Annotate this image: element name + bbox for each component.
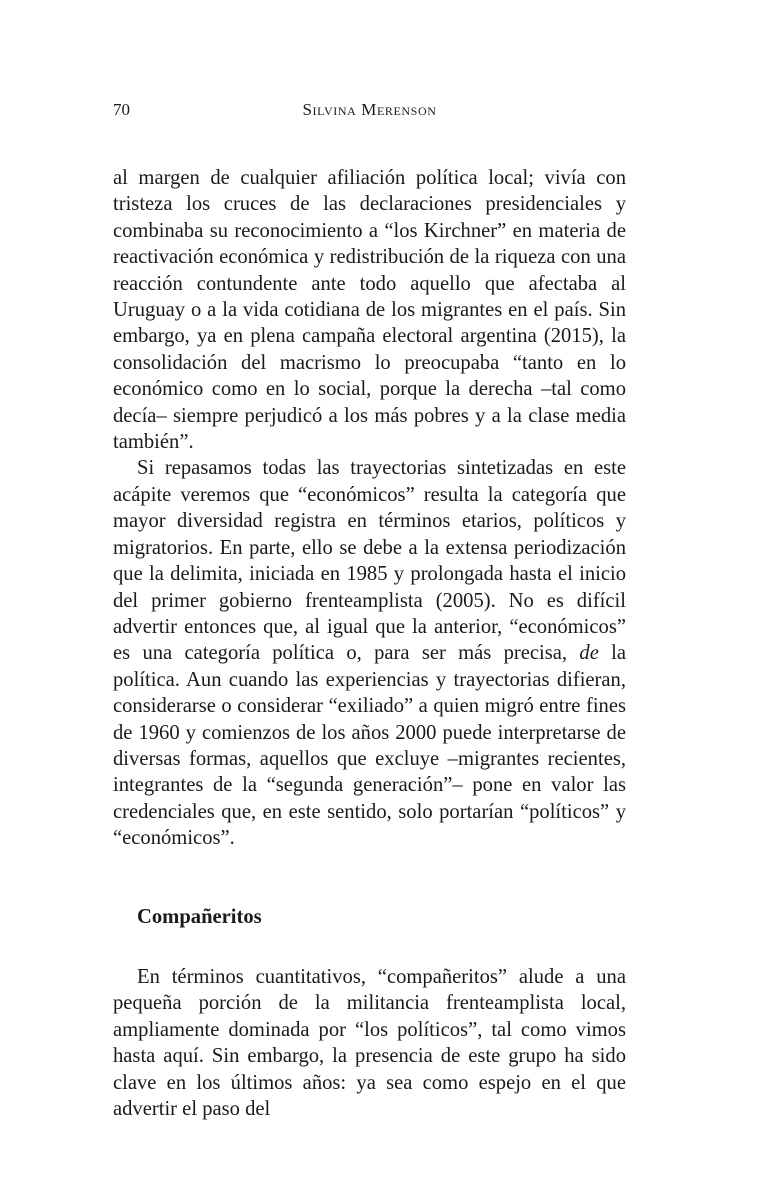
paragraph-3: En términos cuantitativos, “compañeritos” alude a una pequeña porción de la militancia frenteamplista local, ampliamente dominada por “los políticos”, tal como vimos hasta aquí. Sin embargo, la presencia de este grupo ha sido clave en los últimos años: ya sea como espejo en el que advertir el paso del: [113, 965, 626, 1120]
body-text: [113, 165, 626, 1122]
spacer: [113, 930, 626, 964]
running-head: [113, 98, 626, 122]
paragraph-2-text-b: la política. Aun cuando las experiencias y trayectorias difieran, considerarse o considerar “exiliado” a quien migró entre fines de 1960 y comienzos de los años 2000 puede interpretarse de diversas formas, aquellos que excluye –migrantes recientes, integrantes de la “segunda generación”– pone en valor las credenciales que, en este sentido, solo portarían “políticos” y “económicos”.: [113, 642, 626, 850]
paragraph-1: al margen de cualquier afiliación política local; vivía con tristeza los cruces de las declaraciones presidenciales y combinaba su reconocimiento a “los Kirchner” en materia de reactivación económica y redistribución de la riqueza con una reacción contundente ante todo aquello que afectaba al Uruguay o a la vida cotidiana de los migrantes en el país. Sin embargo, ya en plena campaña electoral argentina (2015), la consolidación del macrismo lo preocupaba “tanto en lo económico como en lo social, porque la derecha –tal como decía– siempre perjudicó a los más pobres y a la clase media también”.: [113, 167, 626, 454]
running-title: Silvina Merenson: [302, 100, 437, 119]
paragraph-2-emphasis: de: [579, 642, 599, 665]
spacer: [113, 852, 626, 904]
section-heading: Compañeritos: [137, 905, 262, 928]
page-number: 70: [113, 100, 130, 119]
paragraph-2: [113, 455, 626, 851]
paragraph-2-text-a: Si repasamos todas las trayectorias sintetizadas en este acápite veremos que “económicos” resulta la categoría que mayor diversidad registra en términos etarios, políticos y migratorios. En parte, ello se debe a la extensa periodización que la delimita, iniciada en 1985 y prolongada hasta el inicio del primer gobierno frenteamplista (2005). No es difícil advertir entonces que, al igual que la anterior, “económicos” es una categoría política o, para ser más precisa,: [113, 457, 626, 665]
